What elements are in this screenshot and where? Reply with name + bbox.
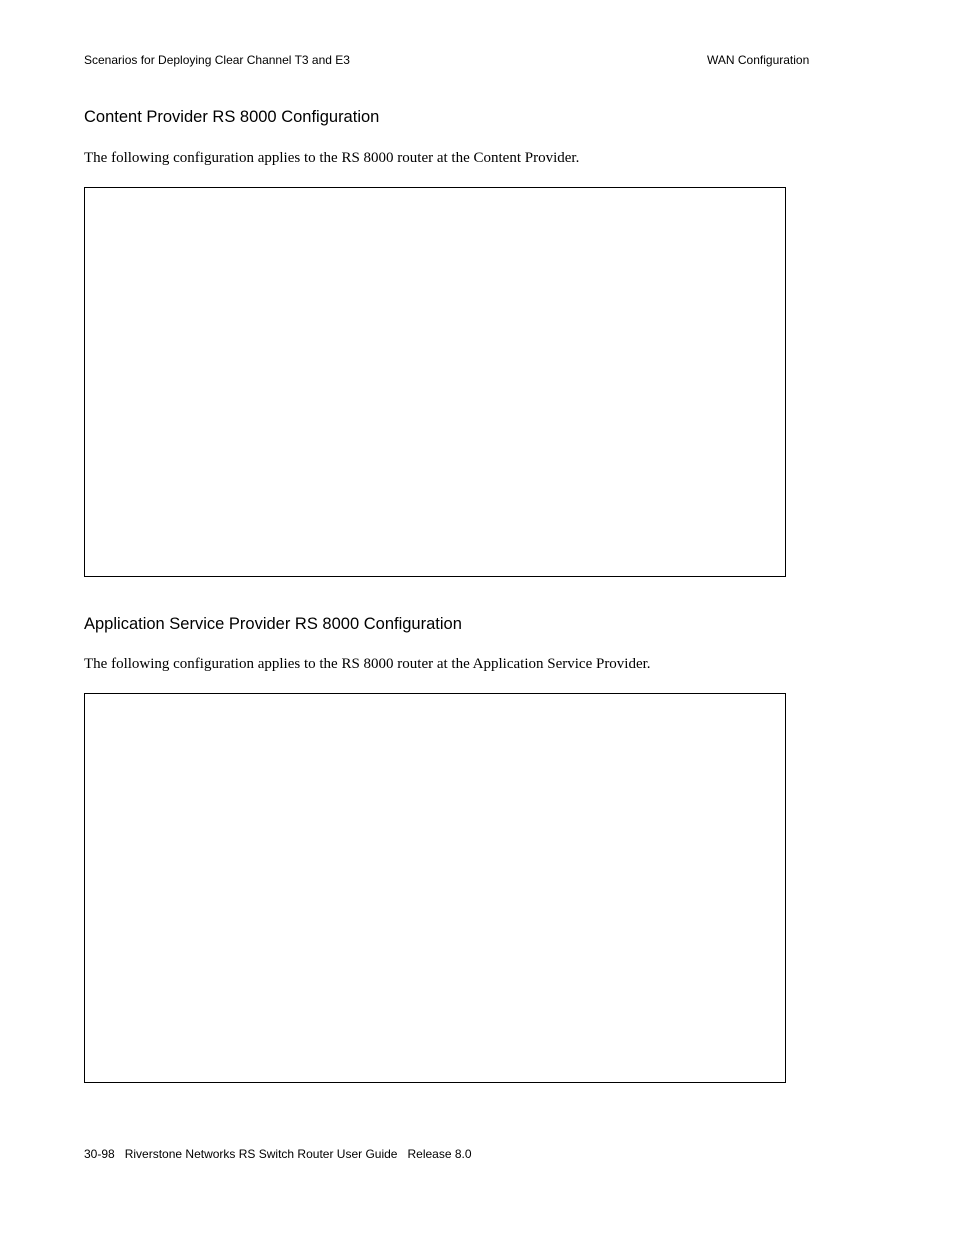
content-provider-intro: The following configuration applies to the RS 8000 router at the Content Provider. — [84, 150, 580, 166]
asp-intro: The following configuration applies to the RS 8000 router at the Application Service Provider. — [84, 656, 651, 672]
running-header-chapter: WAN Configuration — [707, 53, 810, 67]
asp-heading: Application Service Provider RS 8000 Configuration — [84, 615, 462, 633]
asp-config-box — [84, 693, 786, 1083]
content-provider-config-box — [84, 187, 786, 577]
running-header-section: Scenarios for Deploying Clear Channel T3 and E3 — [84, 53, 350, 67]
content-provider-heading: Content Provider RS 8000 Configuration — [84, 108, 380, 126]
book-title: Riverstone Networks RS Switch Router User Guide — [124, 1147, 398, 1161]
release-label: Release 8.0 — [407, 1147, 472, 1161]
page-footer — [84, 1147, 472, 1161]
page-number: 30-98 — [84, 1147, 115, 1161]
